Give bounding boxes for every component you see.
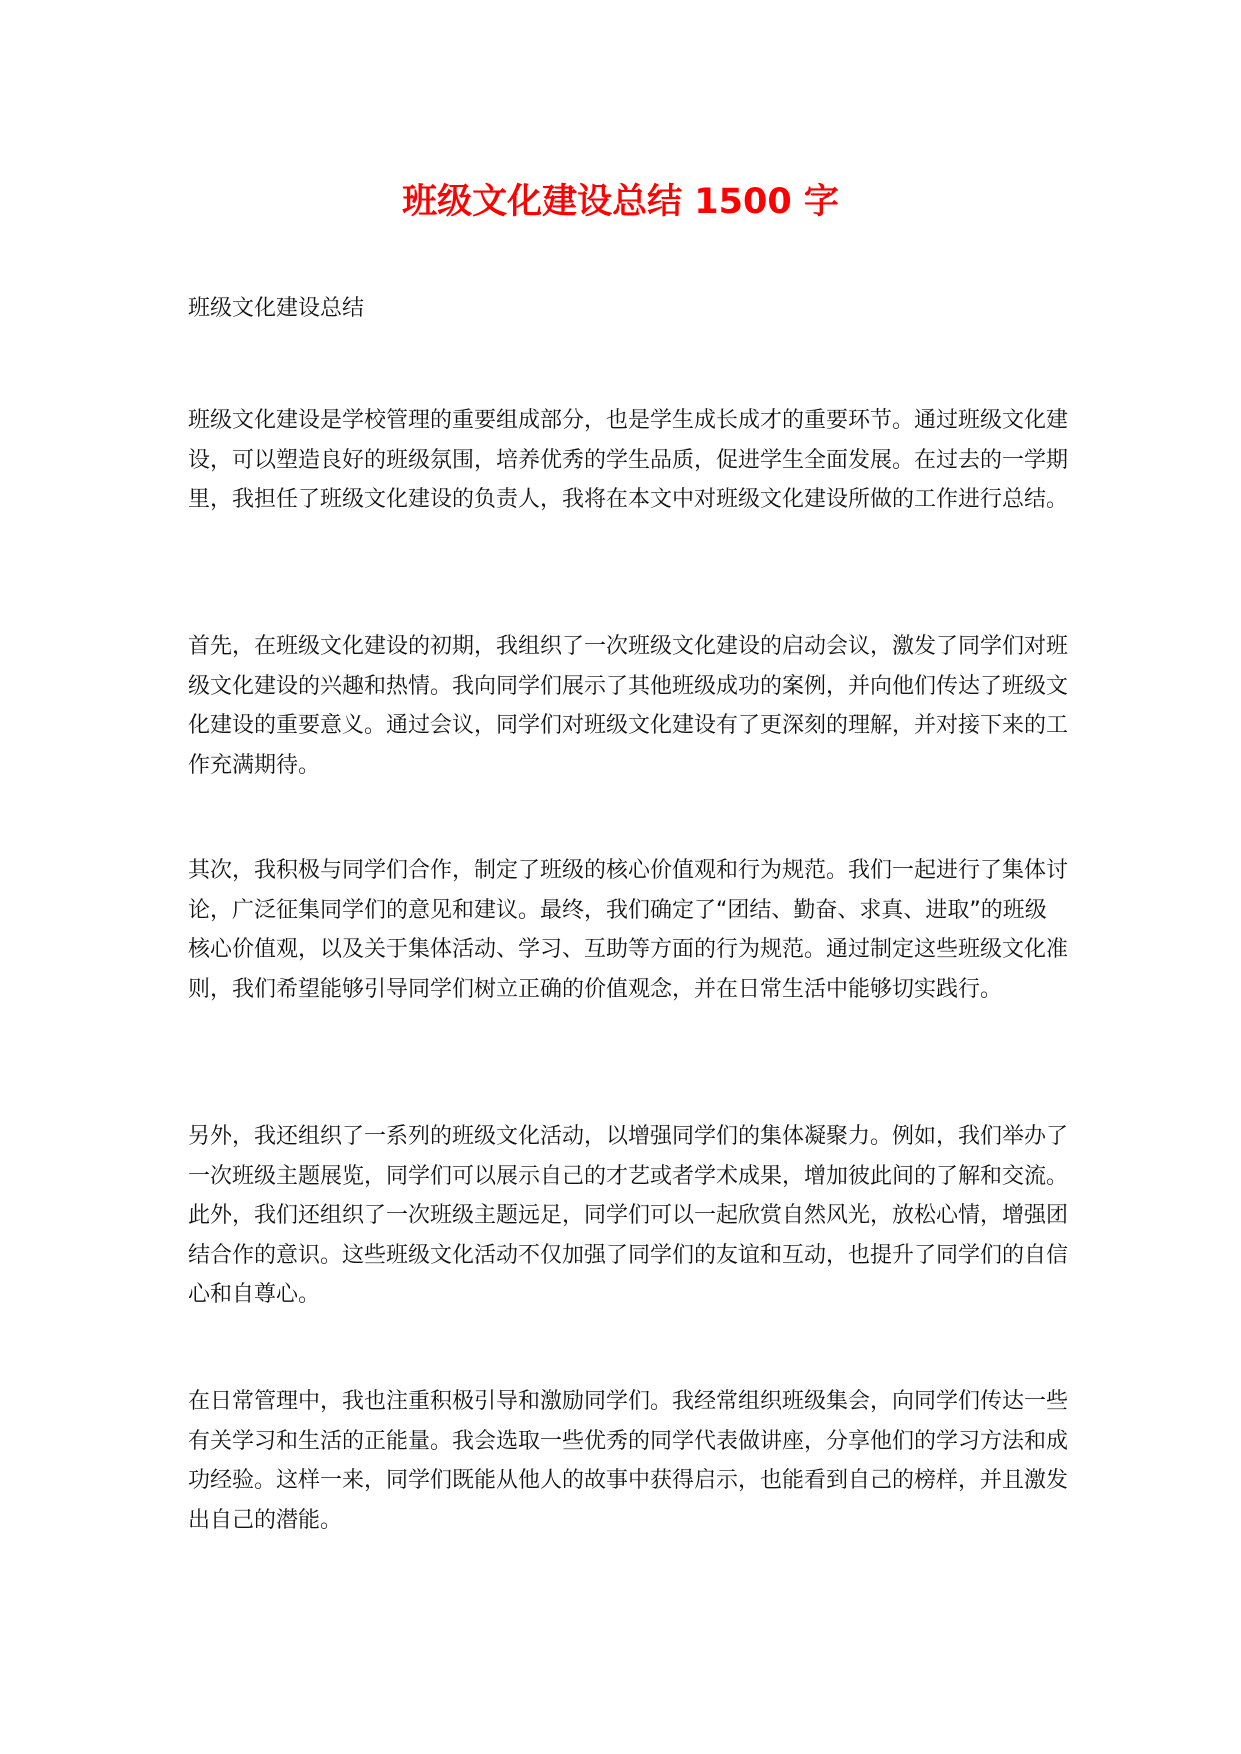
paragraph-2: 首先，在班级文化建设的初期，我组织了一次班级文化建设的启动会议，激发了同学们对班级文化建设的兴趣和热情。我向同学们展示了其他班级成功的案例，并向他们传达了班级文化建设的重要意义。通过会议，同学们对班级文化建设有了更深刻的理解，并对接下来的工作充满期待。: [188, 634, 1069, 778]
paragraph-1: 班级文化建设是学校管理的重要组成部分，也是学生成长成才的重要环节。通过班级文化建设，可以塑造良好的班级氛围，培养优秀的学生品质，促进学生全面发展。在过去的一学期里，我担任了班级文化建设的负责人，我将在本文中对班级文化建设所做的工作进行总结。: [188, 408, 1069, 512]
paragraph-5: 在日常管理中，我也注重积极引导和激励同学们。我经常组织班级集会，向同学们传达一些有关学习和生活的正能量。我会选取一些优秀的同学代表做讲座，分享他们的学习方法和成功经验。这样一来，同学们既能从他人的故事中获得启示，也能看到自己的榜样，并且激发出自己的潜能。: [188, 1389, 1069, 1533]
document-subtitle: 班级文化建设总结: [188, 296, 365, 321]
paragraph-3: 其次，我积极与同学们合作，制定了班级的核心价值观和行为规范。我们一起进行了集体讨论，广泛征集同学们的意见和建议。最终，我们确定了“团结、勤奋、求真、进取”的班级核心价值观，以及关于集体活动、学习、互助等方面的行为规范。通过制定这些班级文化准则，我们希望能够引导同学们树立正确的价值观念，并在日常生活中能够切实践行。: [188, 858, 1069, 1002]
document-title: 班级文化建设总结 1500 字: [402, 182, 839, 222]
paragraph-4: 另外，我还组织了一系列的班级文化活动，以增强同学们的集体凝聚力。例如，我们举办了一次班级主题展览，同学们可以展示自己的才艺或者学术成果，增加彼此间的了解和交流。此外，我们还组织了一次班级主题远足，同学们可以一起欣赏自然风光，放松心情，增强团结合作的意识。这些班级文化活动不仅加强了同学们的友谊和互动，也提升了同学们的自信心和自尊心。: [188, 1124, 1069, 1307]
